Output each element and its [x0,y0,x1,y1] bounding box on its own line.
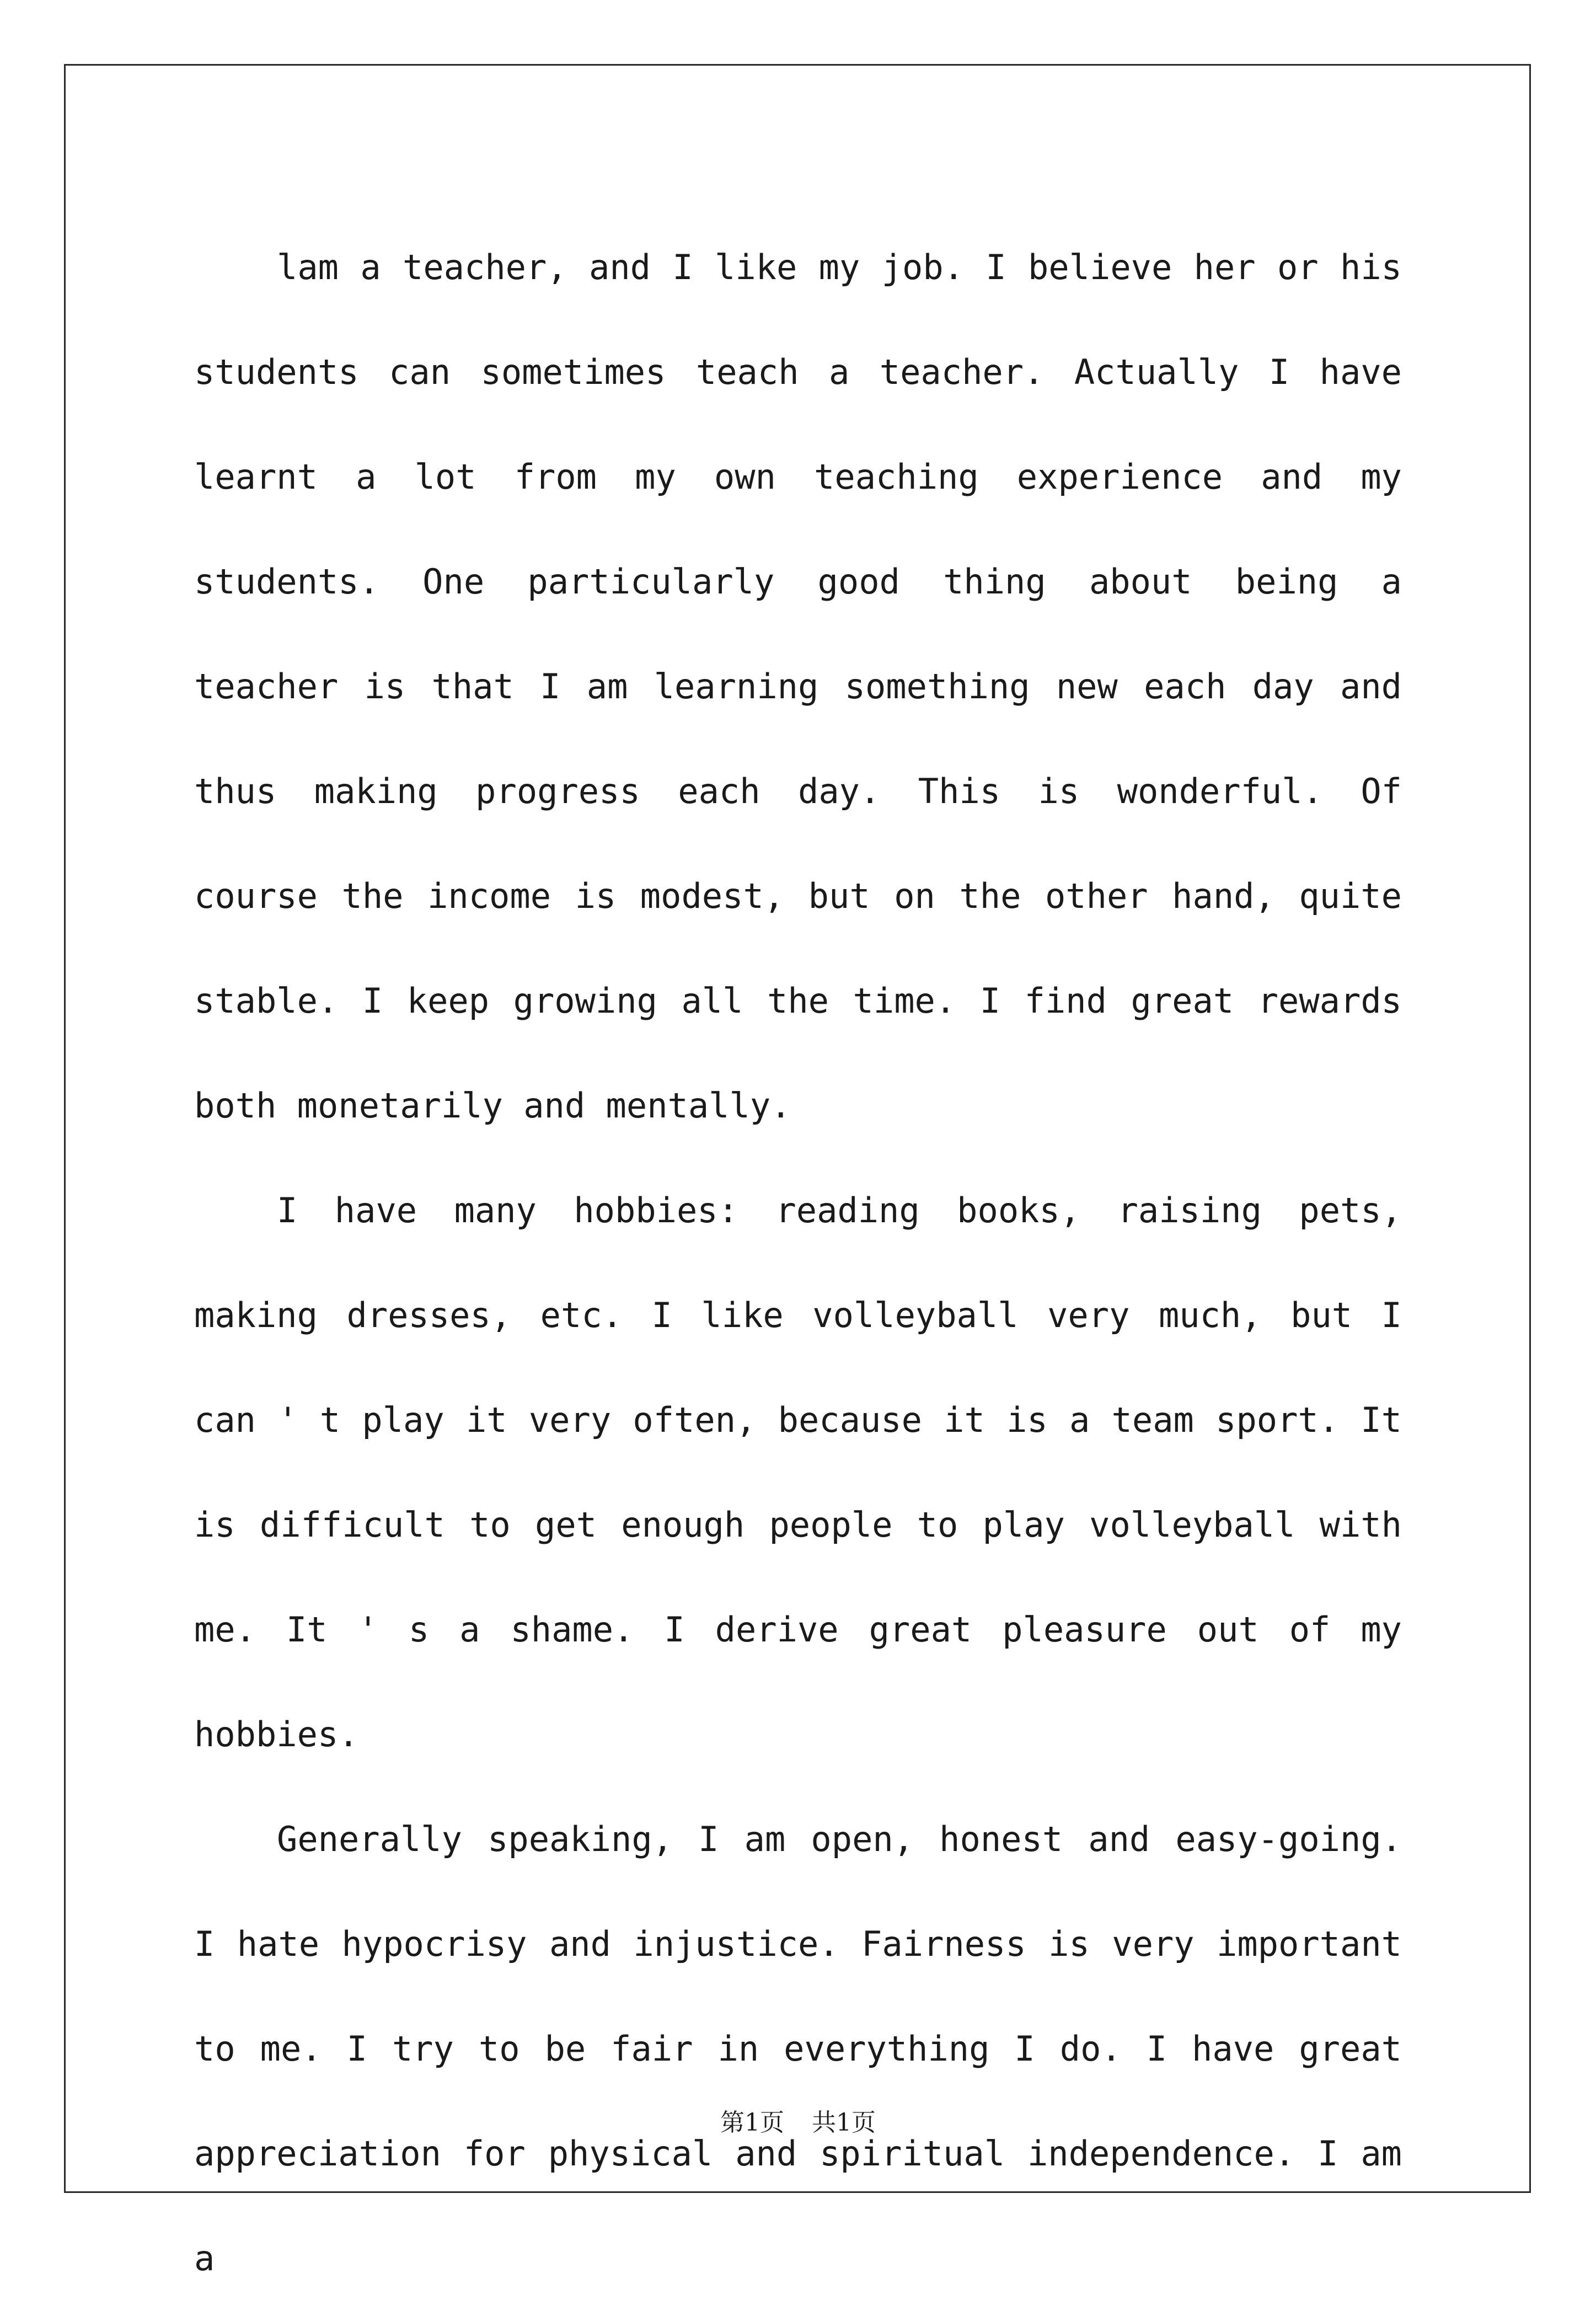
paragraph-2-text: I have many hobbies: reading books, raising pets, making dresses, etc. I like volleyball very much, but I can ' t play it very often, because it is a team sport. It is difficult to get enough people to play volleyball with me. It ' s a shame. I derive great pleasure out of my hobbies. [194,1190,1402,1754]
paragraph-1 [194,215,1402,1158]
page-number-current: 第1页 [720,2109,784,2137]
paragraph-3 [194,1787,1402,2311]
paragraph-1-text: lam a teacher, and I like my job. I believe her or his students can sometimes teach a teacher. Actually I have learnt a lot from my own teaching experience and my students. One particularly good thing about being a teacher is that I am learning something new each day and thus making progress each day. This is wonderful. Of course the income is modest, but on the other hand, quite stable. I keep growing all the time. I find great rewards both monetarily and mentally. [194,247,1402,1126]
paragraph-3-text: Generally speaking, I am open, honest and easy-going. I hate hypocrisy and injustice. Fairness is very important to me. I try to be fair in everything I do. I have great appreciation for physical and spiritual independence. I am a [194,1819,1402,2278]
page-footer [0,2103,1596,2138]
paragraph-2 [194,1158,1402,1787]
document-body [194,215,1402,2311]
page-number-total: 共1页 [812,2109,876,2137]
